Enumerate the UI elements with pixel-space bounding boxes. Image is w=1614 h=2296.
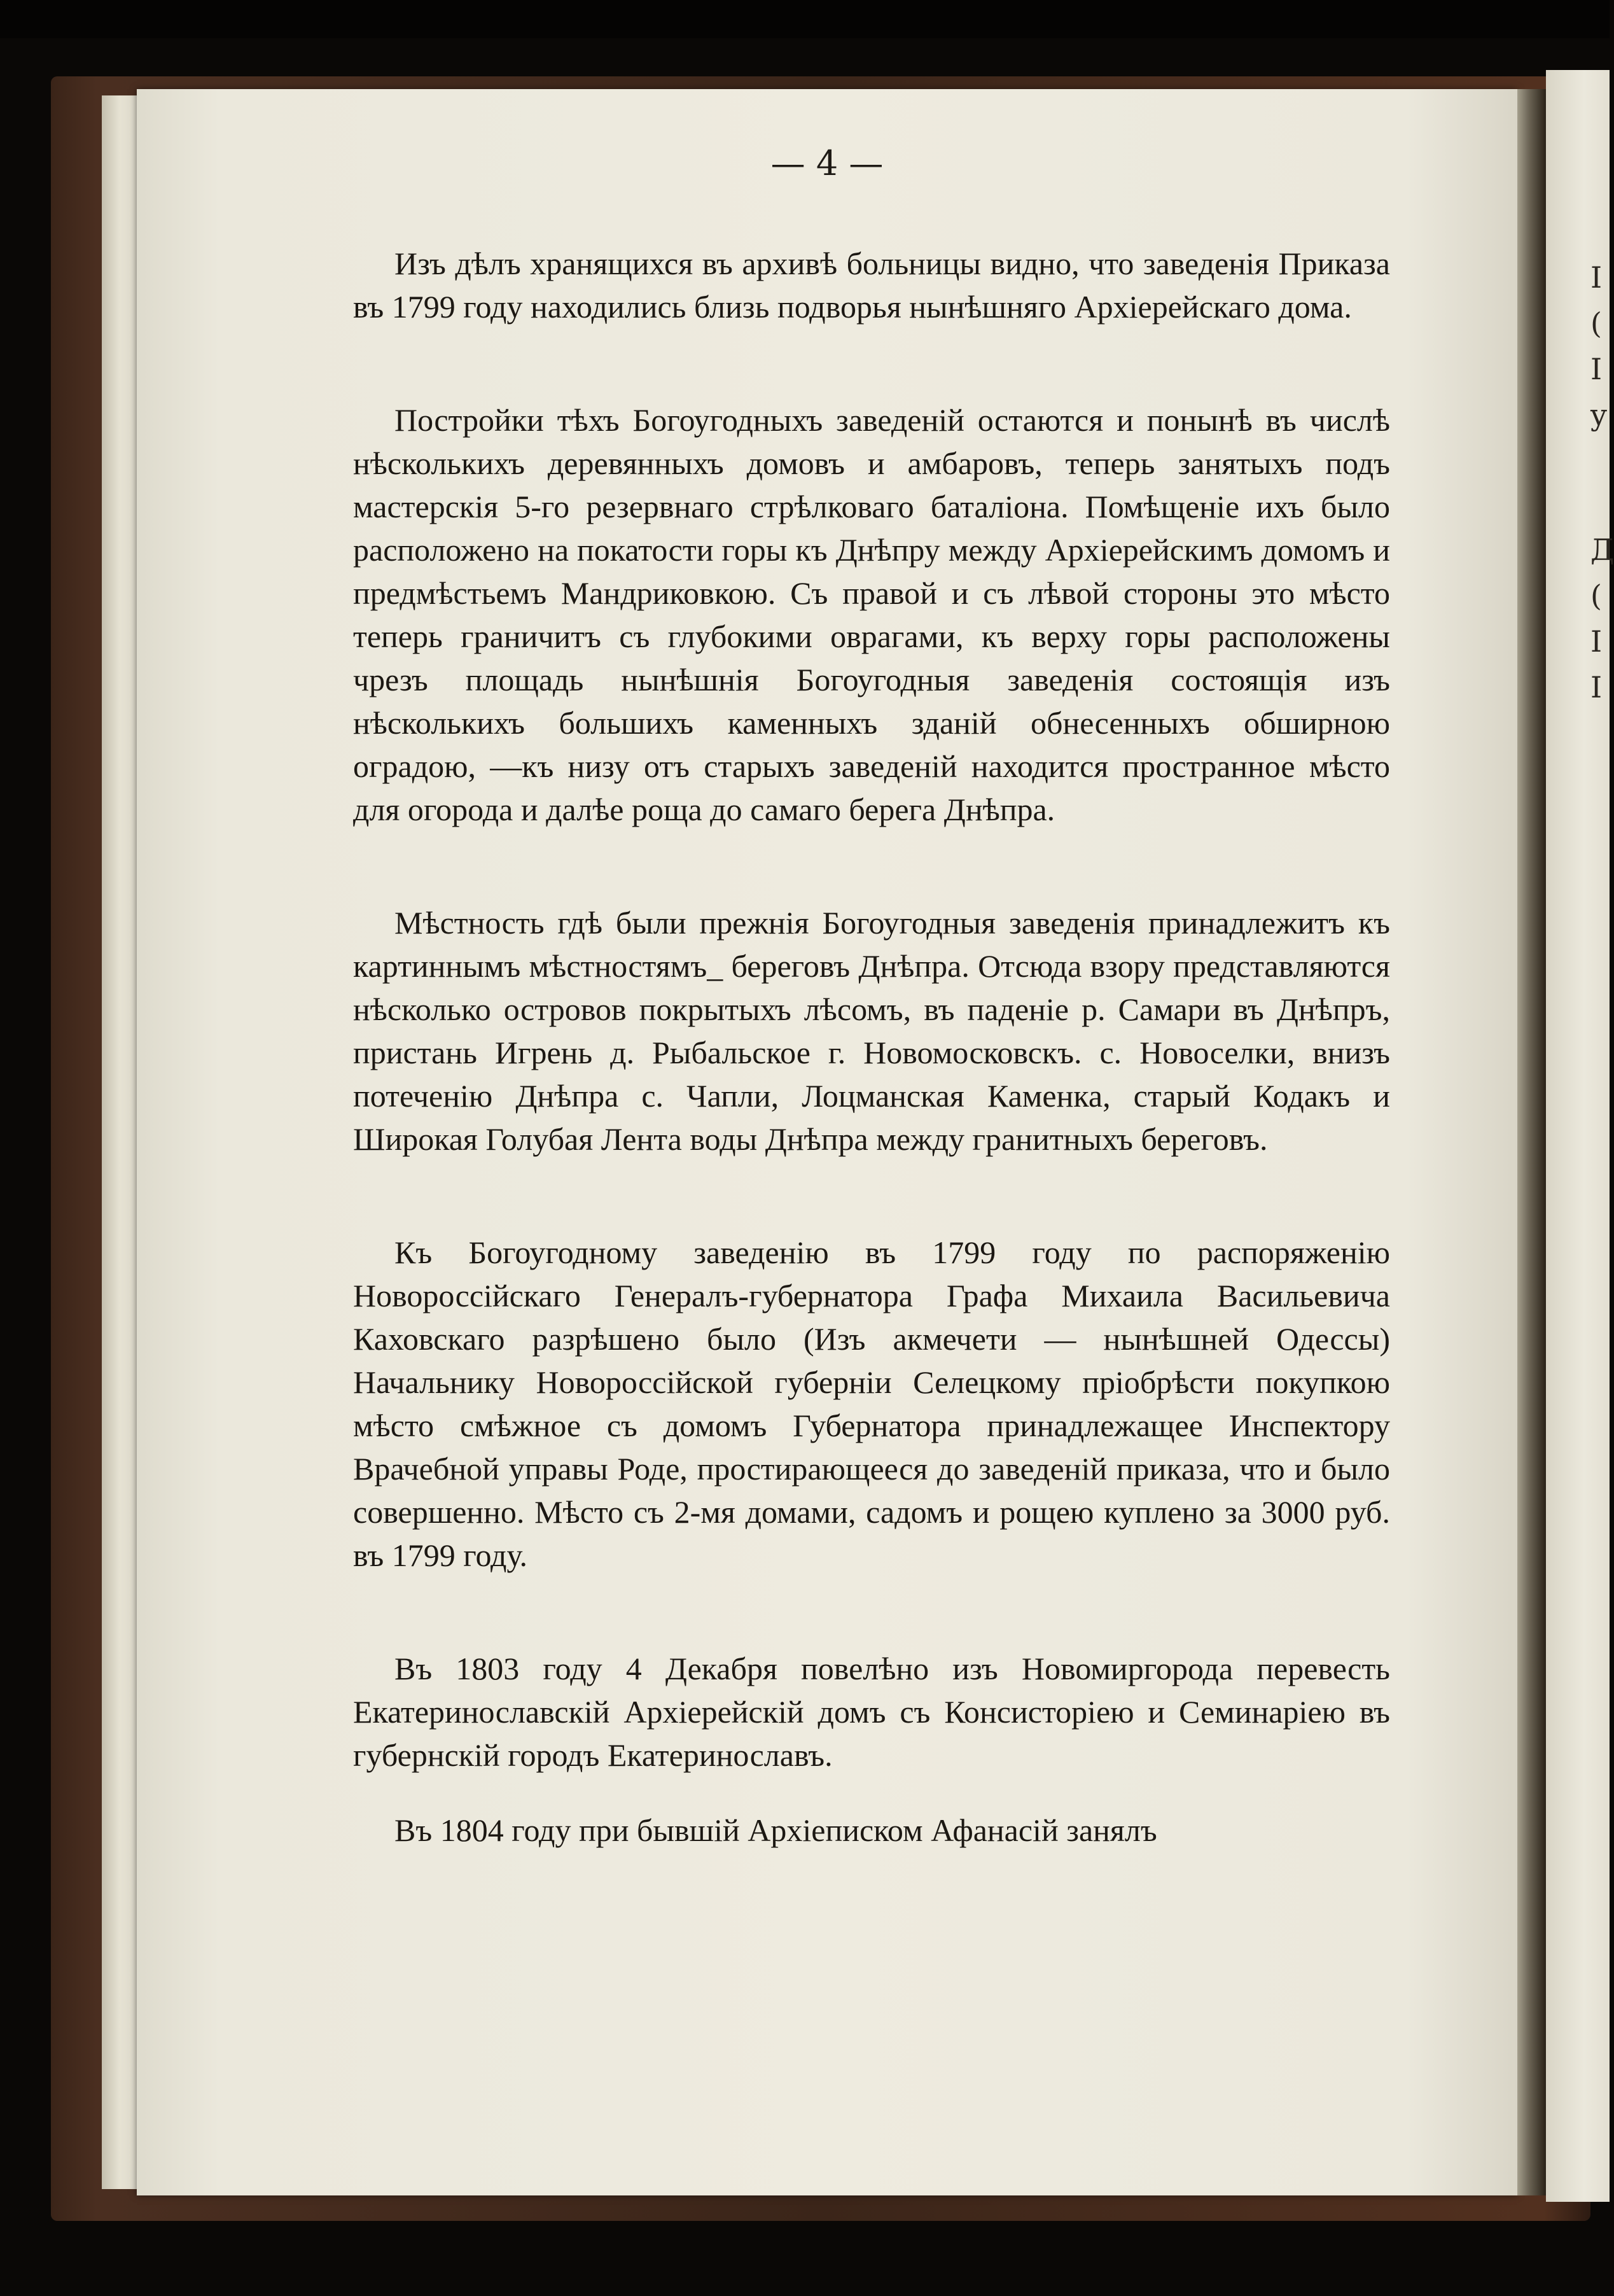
- facing-page-text: [1590, 255, 1614, 710]
- book-gutter: [1517, 89, 1546, 2195]
- paragraph: Мѣстность гдѣ были прежнія Богоугодныя заведенія принадлежитъ къ картиннымъ мѣстностямъ_ береговъ Днѣпра. Отсюда взору представляются нѣсколько островов покрытыхъ лѣсомъ, въ паденіе р. Самари въ Днѣпръ, пристань Игрень д. Рыбальское г. Новомосковскъ. с. Новоселки, внизъ потеченію Днѣпра с. Чапли, Лоцманская Каменка, старый Кодакъ и Широкая Голубая Лента воды Днѣпра между гранитныхъ береговъ.: [353, 905, 1390, 1157]
- paragraph: Къ Богоугодному заведенію въ 1799 году по распоряженію Новороссійскаго Генералъ-губернатора Графа Михаила Васильевича Каховскаго разрѣшено было (Изъ акмечети — нынѣшней Одессы) Начальнику Новороссійской губерніи Селецкому пріобрѣсти покупкою мѣсто смѣжное съ домомъ Губернатора принадлежащее Инспектору Врачебной управы Роде, простирающееся до заведеній приказа, что и было совершенно. Мѣсто съ 2-мя домами, садомъ и рощею куплено за 3000 руб. въ 1799 году.: [353, 1235, 1390, 1573]
- paragraph: Въ 1803 году 4 Декабря повелѣно изъ Новомиргорода перевесть Екатеринославскій Архіерейскій домъ съ Консисторіею и Семинаріею въ губернскій городъ Екатеринославъ.: [353, 1651, 1390, 1773]
- facing-line: Д: [1590, 533, 1614, 567]
- facing-line: [1590, 438, 1610, 527]
- facing-line: I: [1590, 670, 1603, 704]
- facing-line: y: [1590, 398, 1607, 432]
- facing-line: (: [1590, 306, 1602, 340]
- facing-line: I: [1590, 352, 1603, 386]
- facing-line: I: [1590, 624, 1603, 659]
- page-body: [353, 242, 1390, 1852]
- page-number: — 4 —: [770, 143, 884, 183]
- paragraph: Постройки тѣхъ Богоугодныхъ заведеній остаются и понынѣ въ числѣ нѣсколькихъ деревянныхъ домовъ и амбаровъ, теперь занятыхъ подъ мастерскія 5-го резервнаго стрѣлковаго баталіона. Помѣщеніе ихъ было расположено на покатости горы къ Днѣпру между Архіерейскимъ домомъ и предмѣстьемъ Мандриковкою. Съ правой и съ лѣвой стороны это мѣсто теперь граничитъ съ глубокими оврагами, къ верху горы расположены чрезъ площадь нынѣшнія Богоугодныя заведенія состоящія изъ нѣсколькихъ большихъ каменныхъ зданій обнесенныхъ обширною оградою, —къ низу отъ старыхъ заведеній находится пространное мѣсто для огорода и далѣе роща до самаго берега Днѣпра.: [353, 402, 1390, 827]
- paragraph: Въ 1804 году при бывшій Архіеписком Афанасій занялъ: [394, 1812, 1157, 1848]
- scan-backdrop: [0, 0, 1610, 38]
- paragraph: Изъ дѣлъ хранящихся въ архивѣ больницы видно, что заведенія Приказа въ 1799 году находились близь подворья нынѣшняго Архіерейскаго дома.: [353, 246, 1390, 325]
- facing-line: (: [1590, 578, 1602, 613]
- facing-line: I: [1590, 260, 1603, 295]
